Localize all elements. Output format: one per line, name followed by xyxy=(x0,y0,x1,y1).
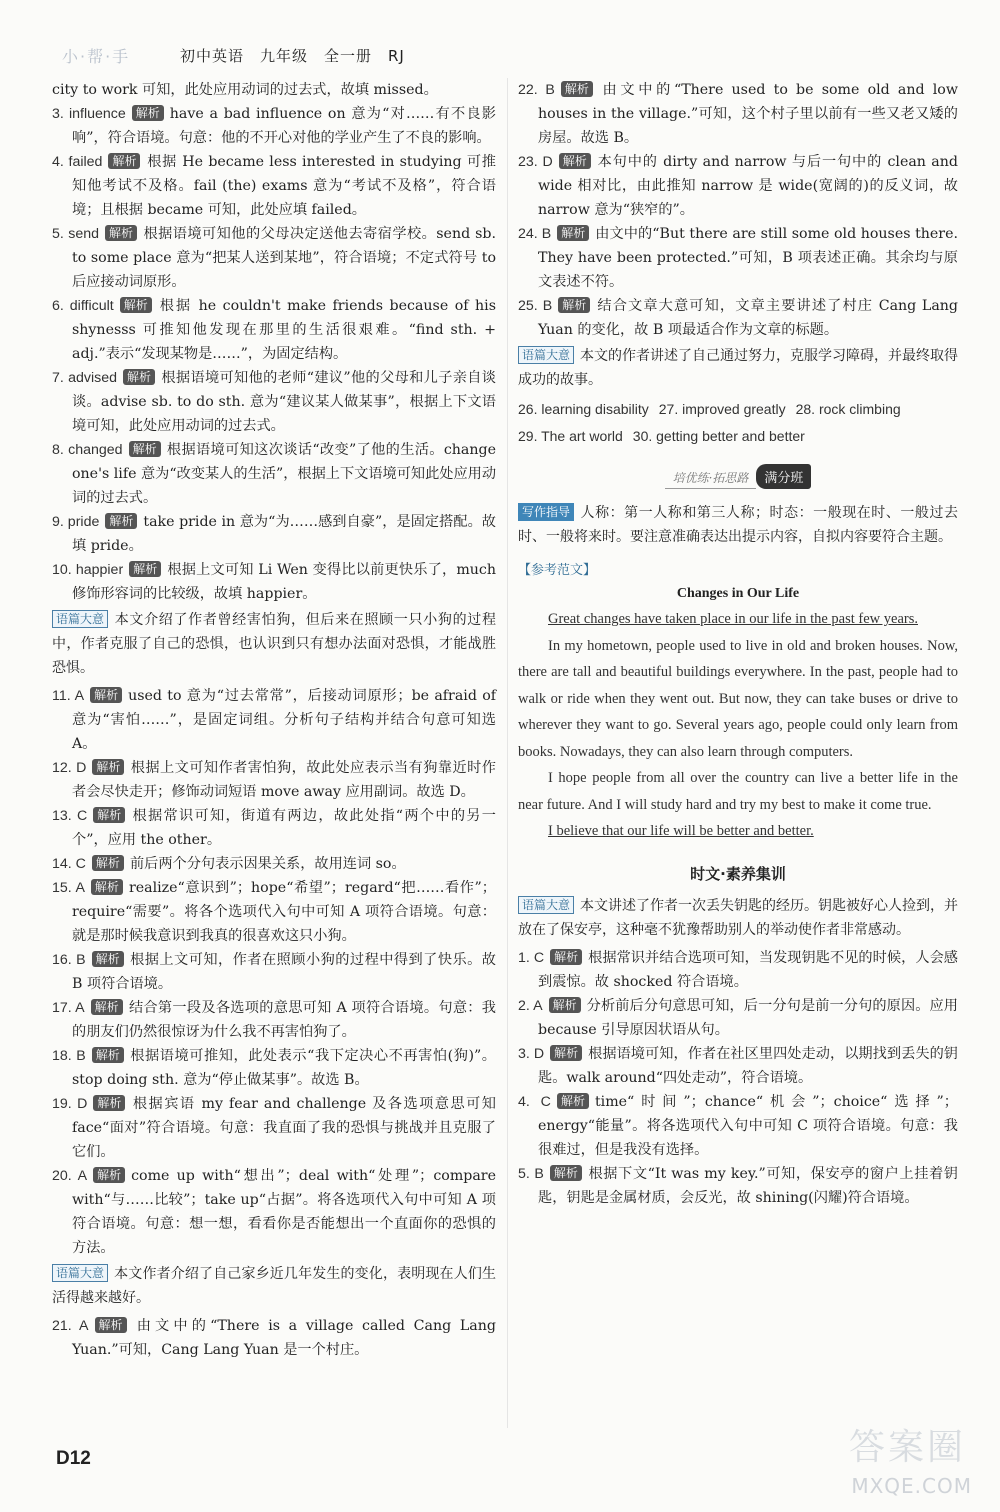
answer-list-4 xyxy=(518,78,958,342)
answer-explanation: 根据宾语 my fear and challenge 及各选项意思可知 face“面对”符合语境。句意：我直面了我的恐惧与挑战并且克服了它们。 xyxy=(72,1096,496,1160)
fill-in-answer: 28. rock climbing xyxy=(795,401,901,417)
analysis-tag: 解析 xyxy=(561,81,593,97)
page-number: D12 xyxy=(56,1448,91,1469)
analysis-tag: 解析 xyxy=(559,153,591,169)
analysis-tag: 解析 xyxy=(123,369,155,385)
answer-number: 25. B xyxy=(518,298,553,314)
answer-explanation: 根据语境可知他的父母决定送他去寄宿学校。send sb. to some place 意为“把某人送到某地”，符合语境；不定式符号 to 后应接动词原形。 xyxy=(72,226,496,290)
analysis-tag: 解析 xyxy=(93,807,125,823)
summary-label: 语篇大意 xyxy=(518,346,574,364)
answer-explanation: 根据 he couldn't make friends because of his shynesss 可推知他发现在那里的生活很艰难。“find sth. + adj.”表示“发现某物是……”，为固定结构。 xyxy=(72,298,496,362)
passage-summary-2 xyxy=(52,1262,496,1310)
answer-number: 6. difficult xyxy=(52,298,114,314)
answer-number: 17. A xyxy=(52,1000,85,1016)
banner-title: 满分班 xyxy=(756,464,811,489)
section-banner xyxy=(518,464,958,489)
answer-number: 22. B xyxy=(518,82,555,98)
answer-number: 12. D xyxy=(52,760,87,776)
answer-item xyxy=(52,1314,496,1362)
answer-number: 23. D xyxy=(518,154,553,170)
answer-explanation: city to work 可知，此处应用动词的过去式，故填 missed。 xyxy=(52,82,438,98)
answer-list-3 xyxy=(52,1314,496,1362)
answer-explanation: come up with“想出”；deal with“处理”；compare with“与……比较”；take up“占据”。将各选项代入句中可知 A 项符合语境。句意：想一想，看看你是否能想出一个直面你的恐惧的方法。 xyxy=(72,1168,496,1256)
answer-number: 2. A xyxy=(518,997,543,1014)
passage-summary-1 xyxy=(52,608,496,680)
answer-explanation: have a bad influence on 意为“对……有不良影响”，符合语境。句意：他的不开心对他的学业产生了不良的影响。 xyxy=(72,106,496,146)
analysis-tag: 解析 xyxy=(92,759,124,775)
answer-item xyxy=(52,852,496,876)
answer-explanation: 根据常识可知，街道有两边，故此处指“两个中的另一个”，应用 the other。 xyxy=(72,808,496,848)
answer-number: 5. send xyxy=(52,226,99,242)
analysis-tag: 解析 xyxy=(550,949,582,965)
answer-number: 4. failed xyxy=(52,154,103,170)
answer-explanation: 分析前后分句意思可知，后一分句是前一分句的原因。应用 because 引导原因状语从句。 xyxy=(538,997,958,1038)
fill-in-answer: 27. improved greatly xyxy=(658,401,786,417)
summary-text: 本文讲述了作者一次丢失钥匙的经历。钥匙被好心人捡到，并放在了保安亭，这种毫不犹豫帮助别人的举动使作者非常感动。 xyxy=(518,897,959,938)
answer-item xyxy=(52,294,496,366)
watermark-text-cn: 答案圈 xyxy=(848,1427,966,1468)
analysis-tag: 解析 xyxy=(132,105,164,121)
fill-in-answer: 26. learning disability xyxy=(518,401,649,417)
column-divider xyxy=(507,78,508,1428)
answer-explanation: 由文中的“There is a village called Cang Lang Yuan.”可知，Cang Lang Yuan 是一个村庄。 xyxy=(72,1318,496,1358)
answer-number: 8. changed xyxy=(52,442,123,458)
answer-explanation: 结合文章大意可知，文章主要讲述了村庄 Cang Lang Yuan 的变化，故 B 项最适合作为文章的标题。 xyxy=(538,298,958,338)
analysis-tag: 解析 xyxy=(92,1047,124,1063)
answer-explanation: 由文中的“But there are still some old houses there. They have been protected.”可知，B 项表述正确。其余均与原文表述不符。 xyxy=(538,226,958,290)
analysis-tag: 解析 xyxy=(557,1093,589,1109)
answer-item xyxy=(52,366,496,438)
essay-paragraph: In my hometown, people used to live in old and broken houses. Now, there are tall and beautiful buildings everywhere. In the past, people had to walk or ride when they went out. But now, they can take buses or drive to wherever they want to go. Several years ago, people could only learn from books. Nowadays, they can also learn through computers. xyxy=(518,637,958,760)
answer-number: 3. D xyxy=(518,1045,545,1062)
analysis-tag: 解析 xyxy=(95,1317,127,1333)
answer-list-2 xyxy=(52,684,496,1260)
answer-item xyxy=(518,294,958,342)
answer-item xyxy=(518,1042,958,1090)
analysis-tag: 解析 xyxy=(120,297,152,313)
answer-list-1 xyxy=(52,78,496,606)
answer-number: 3. influence xyxy=(52,106,126,122)
analysis-tag: 解析 xyxy=(92,951,124,967)
answer-number: 9. pride xyxy=(52,514,100,530)
answer-item xyxy=(52,876,496,948)
answer-explanation: 结合第一段及各选项的意思可知 A 项符合语境。句意：我的朋友们仍然很惊讶为什么我不再害怕狗了。 xyxy=(72,1000,496,1040)
answer-item xyxy=(52,558,496,606)
answer-number: 1. C xyxy=(518,949,545,966)
answer-explanation: 根据语境可知这次谈话“改变”了他的生活。change one's life 意为“改变某人的生活”，根据上下文语境可知此处应用动词的过去式。 xyxy=(72,442,497,506)
answer-item xyxy=(518,150,958,222)
passage-summary-3 xyxy=(518,344,958,392)
analysis-tag: 解析 xyxy=(90,687,122,703)
answer-number: 20. A xyxy=(52,1168,88,1184)
summary-text: 本文作者介绍了自己家乡近几年发生的变化，表明现在人们生活得越来越好。 xyxy=(52,1266,496,1306)
answer-number: 15. A xyxy=(52,880,85,896)
answer-explanation: time“时间”；chance“机会”；choice“选择”；energy“能量”。将各选项代入句中可知 C 项符合语境。句意：我很难过，但是我没有选择。 xyxy=(538,1093,958,1158)
analysis-tag: 解析 xyxy=(558,297,590,313)
watermark-logo xyxy=(832,1418,972,1498)
analysis-tag: 解析 xyxy=(91,879,123,895)
analysis-tag: 解析 xyxy=(557,225,589,241)
answer-number: 10. happier xyxy=(52,562,124,578)
answer-number: 5. B xyxy=(518,1165,544,1182)
answer-item xyxy=(52,438,496,510)
answer-item xyxy=(52,756,496,804)
book-title: 初中英语 九年级 全一册 RJ xyxy=(180,47,405,65)
answer-item xyxy=(52,684,496,756)
answer-item xyxy=(518,1162,958,1210)
essay-paragraph: I believe that our life will be better and better. xyxy=(548,823,814,839)
answer-explanation: 根据常识并结合选项可知，当发现钥匙不见的时候，人会感到震惊。故 shocked 符合语境。 xyxy=(538,949,958,990)
watermark-text-en: MXQE.COM xyxy=(851,1474,972,1498)
essay-paragraph: I hope people from all over the country can live a better life in the near future. And I will study hard and try my best to make it come true. xyxy=(518,770,958,813)
answer-item xyxy=(52,222,496,294)
answer-item xyxy=(52,78,496,102)
answer-explanation: 根据语境可知他的老师“建议”他的父母和儿子亲自谈谈。advise sb. to do sth. 意为“建议某人做某事”，根据上下文语境可知，此处应用动词的过去式。 xyxy=(72,370,496,434)
answer-number: 11. A xyxy=(52,688,85,704)
answer-list-5 xyxy=(518,946,958,1210)
summary-label: 语篇大意 xyxy=(52,610,108,628)
section-title: 时文·素养集训 xyxy=(690,864,786,883)
answer-number: 24. B xyxy=(518,226,552,242)
analysis-tag: 解析 xyxy=(91,999,123,1015)
writing-guide xyxy=(518,501,958,549)
answer-item xyxy=(518,1090,958,1162)
answer-number: 13. C xyxy=(52,808,88,824)
answer-item xyxy=(52,1044,496,1092)
essay-title: Changes in Our Life xyxy=(676,586,800,601)
answer-number: 7. advised xyxy=(52,370,118,386)
answer-explanation: 由文中的“There used to be some old and low houses in the village.”可知，这个村子里以前有一些又老又矮的房屋。故选 B。 xyxy=(538,82,958,146)
fill-in-answer: 29. The art world xyxy=(518,428,623,444)
essay-paragraph: Great changes have taken place in our life in the past few years. xyxy=(548,611,918,627)
analysis-tag: 解析 xyxy=(550,1045,582,1061)
answer-item xyxy=(52,102,496,150)
left-column xyxy=(52,78,496,1362)
right-column xyxy=(518,78,958,1210)
summary-text: 本文介绍了作者曾经害怕狗，但后来在照顾一只小狗的过程中，作者克服了自己的恐惧，也认识到只有想办法面对恐惧，才能战胜恐惧。 xyxy=(52,612,496,676)
fill-in-answers xyxy=(518,396,958,450)
analysis-tag: 解析 xyxy=(105,225,137,241)
answer-item xyxy=(518,946,958,994)
answer-explanation: 根据上文可知 Li Wen 变得比以前更快乐了，much 修饰形容词的比较级，故填 happier。 xyxy=(72,562,496,602)
series-logo: 小·帮·手 xyxy=(62,47,131,66)
answer-number: 14. C xyxy=(52,856,86,872)
summary-text: 本文的作者讲述了自己通过努力，克服学习障碍，并最终取得成功的故事。 xyxy=(518,348,959,388)
analysis-tag: 解析 xyxy=(108,153,140,169)
answer-item xyxy=(52,1164,496,1260)
page-header xyxy=(62,40,502,70)
analysis-tag: 解析 xyxy=(93,1167,125,1183)
answer-explanation: 根据上文可知，作者在照顾小狗的过程中得到了快乐。故 B 项符合语境。 xyxy=(72,952,496,992)
answer-item xyxy=(52,996,496,1044)
answer-number: 18. B xyxy=(52,1048,86,1064)
answer-explanation: 根据语境可知，作者在社区里四处走动，以期找到丢失的钥匙。walk around“四处走动”，符合语境。 xyxy=(538,1045,958,1086)
answer-number: 19. D xyxy=(52,1096,88,1112)
answer-item xyxy=(52,804,496,852)
summary-label: 语篇大意 xyxy=(52,1264,108,1282)
answer-explanation: 前后两个分句表示因果关系，故用连词 so。 xyxy=(129,856,406,872)
answer-number: 16. B xyxy=(52,952,86,968)
answer-explanation: take pride in 意为“为……感到自豪”，是固定搭配。故填 pride。 xyxy=(72,514,496,554)
answer-item xyxy=(52,1092,496,1164)
answer-explanation: 根据 He became less interested in studying 可推知他考试不及格。fail (the) exams 意为“考试不及格”，符合语境；且根据 became 可知，此处应填 failed。 xyxy=(72,154,496,218)
summary-label: 语篇大意 xyxy=(518,896,574,914)
writing-guide-label: 写作指导 xyxy=(518,503,574,521)
answer-explanation: 根据下文“It was my key.”可知，保安亭的窗户上挂着钥匙，钥匙是金属材质，会反光，故 shining(闪耀)符合语境。 xyxy=(538,1165,958,1206)
answer-number: 4. C xyxy=(518,1093,551,1110)
banner-subtitle: 培优练·拓思路 xyxy=(665,467,757,489)
analysis-tag: 解析 xyxy=(129,561,161,577)
answer-item xyxy=(518,994,958,1042)
answer-explanation: realize“意识到”；hope“希望”；regard“把……看作”；require“需要”。将各个选项代入句中可知 A 项符合语境。句意：就是那时候我意识到我真的很喜欢这只小狗。 xyxy=(72,880,496,944)
answer-explanation: 根据语境可推知，此处表示“我下定决心不再害怕(狗)”。stop doing sth. 意为“停止做某事”。故选 B。 xyxy=(72,1048,496,1088)
passage-summary-4 xyxy=(518,894,958,942)
answer-item xyxy=(52,150,496,222)
fill-in-answer: 30. getting better and better xyxy=(632,428,805,444)
analysis-tag: 解析 xyxy=(549,997,581,1013)
answer-explanation: used to 意为“过去常常”，后接动词原形；be afraid of 意为“害怕……”，是固定词组。分析句子结构并结合句意可知选 A。 xyxy=(72,688,496,752)
answer-number: 21. A xyxy=(52,1318,89,1334)
writing-guide-text: 人称：第一人称和第三人称；时态：一般现在时、一般过去时、一般将来时。要注意准确表达出提示内容，自拟内容要符合主题。 xyxy=(518,505,958,545)
answer-explanation: 本句中的 dirty and narrow 与后一句中的 clean and wide 相对比，由此推知 narrow 是 wide(宽阔的)的反义词，故 narrow 意为“狭窄的”。 xyxy=(538,154,958,218)
answer-item xyxy=(52,510,496,558)
analysis-tag: 解析 xyxy=(92,855,124,871)
answer-item xyxy=(52,948,496,996)
analysis-tag: 解析 xyxy=(550,1165,582,1181)
reference-essay-label: 【参考范文】 xyxy=(518,563,597,578)
answer-explanation: 根据上文可知作者害怕狗，故此处应表示当有狗靠近时作者会尽快走开；修饰动词短语 move away 应用副词。故选 D。 xyxy=(72,760,496,800)
analysis-tag: 解析 xyxy=(129,441,161,457)
answer-item xyxy=(518,78,958,150)
analysis-tag: 解析 xyxy=(105,513,137,529)
analysis-tag: 解析 xyxy=(93,1095,125,1111)
answer-item xyxy=(518,222,958,294)
